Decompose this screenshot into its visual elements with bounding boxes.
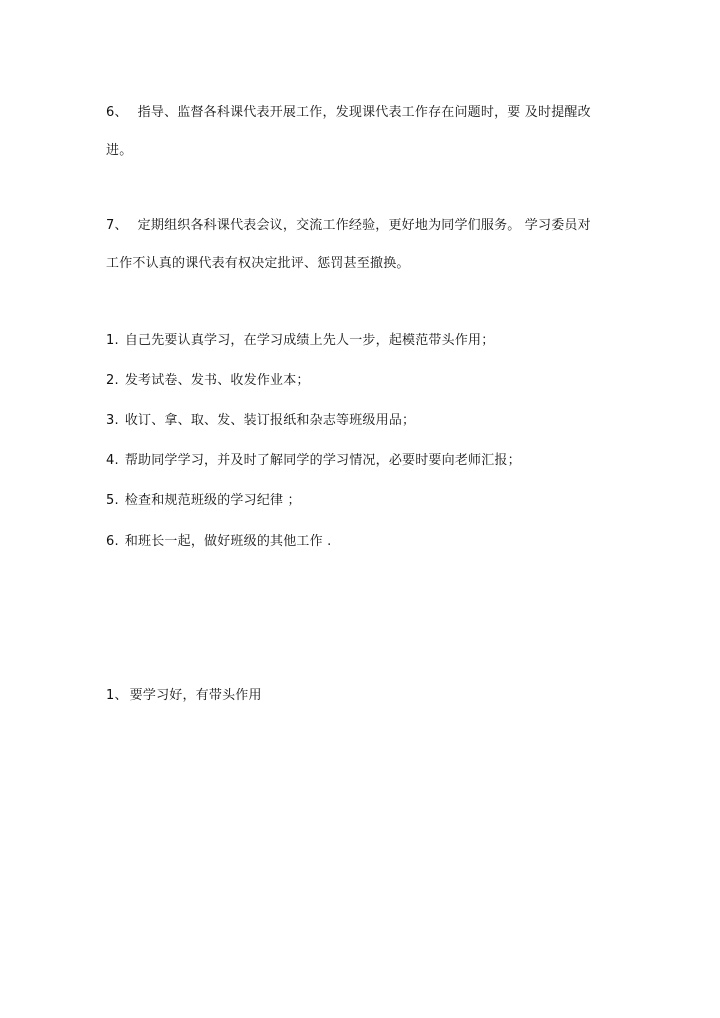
duty-b-item-6-text: 和班长一起，做好班级的其他工作 . xyxy=(124,534,332,549)
duty-a-6-line-2 xyxy=(106,143,132,159)
duty-b-item-2 xyxy=(106,373,310,389)
duty-b-item-6-number: 6. xyxy=(106,534,119,549)
duty-b-item-2-text: 发考试卷、发书、收发作业本； xyxy=(124,373,310,388)
duty-a-6-text-2: 进。 xyxy=(106,143,133,158)
duty-b-item-2-number: 2. xyxy=(106,373,119,388)
duty-a-6-text-1: 指导、监督各科课代表开展工作，发现课代表工作存在问题时，要 及时提醒改 xyxy=(137,105,591,120)
duty-a-7-number: 7、 xyxy=(106,218,128,233)
duty-b-item-6 xyxy=(106,534,331,550)
duty-b-item-3 xyxy=(106,413,415,429)
duty-b-item-5-text: 检查和规范班级的学习纪律 ； xyxy=(124,493,301,508)
duty-b-item-3-number: 3. xyxy=(106,413,119,428)
duty-b-item-4 xyxy=(106,453,521,469)
duty-b-item-3-text: 收订、拿、取、发、装订报纸和杂志等班级用品； xyxy=(124,413,416,428)
duty-a-7-line-1 xyxy=(106,218,591,234)
duty-b-item-1-text: 自己先要认真学习，在学习成绩上先人一步，起模范带头作用； xyxy=(124,333,495,348)
duty-b-item-4-number: 4. xyxy=(106,453,119,468)
duty-a-6-number: 6、 xyxy=(106,105,128,120)
duty-a-7-text-1: 定期组织各科课代表会议，交流工作经验，更好地为同学们服务。 学习委员对 xyxy=(137,218,591,233)
duty-a-7-line-2 xyxy=(106,256,410,272)
duty-a-6-line-1 xyxy=(106,105,591,121)
tail-item xyxy=(106,688,262,704)
tail-item-number: 1、 xyxy=(106,688,128,703)
duty-b-item-5 xyxy=(106,493,301,509)
duty-b-item-1-number: 1. xyxy=(106,333,119,348)
duty-b-item-1 xyxy=(106,333,494,349)
duty-a-7-text-2: 工作不认真的课代表有权决定批评、惩罚甚至撤换。 xyxy=(106,256,410,271)
tail-item-text: 要学习好，有带头作用 xyxy=(129,688,262,703)
duty-b-item-4-text: 帮助同学学习，并及时了解同学的学习情况，必要时要向老师汇报； xyxy=(124,453,521,468)
duty-b-item-5-number: 5. xyxy=(106,493,119,508)
